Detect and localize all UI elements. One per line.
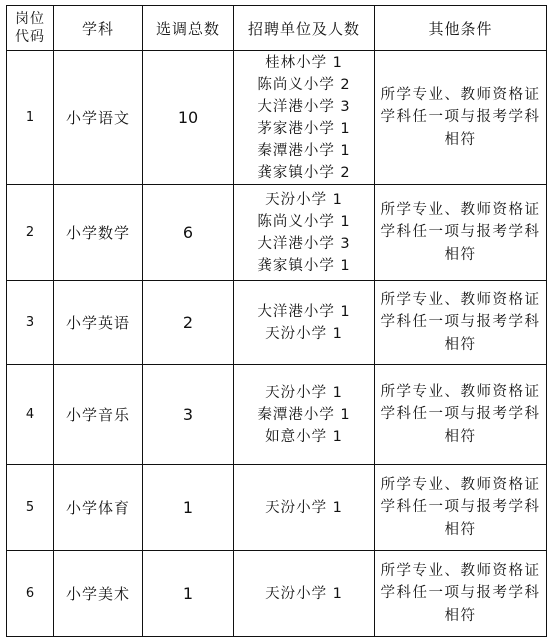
table-row	[7, 551, 547, 637]
unit-entry: 天汾小学 1	[265, 384, 343, 401]
units-cell	[234, 281, 375, 365]
units-cell	[234, 51, 375, 185]
table-row	[7, 185, 547, 281]
unit-entry: 大洋港小学 1	[257, 303, 351, 320]
subject-cell: 小学美术	[54, 551, 143, 637]
unit-entry: 陈尚义小学 1	[257, 213, 351, 230]
unit-entry: 茅家港小学 1	[257, 120, 351, 137]
total-cell: 6	[143, 185, 234, 281]
units-cell	[234, 465, 375, 551]
conditions-cell: 所学专业、教师资格证学科任一项与报考学科相符	[375, 281, 547, 365]
header-post-code-line1: 岗位	[15, 11, 45, 27]
unit-entry: 大洋港小学 3	[257, 98, 351, 115]
header-total: 选调总数	[143, 6, 234, 51]
total-cell: 1	[143, 465, 234, 551]
total-cell: 1	[143, 551, 234, 637]
unit-entry: 天汾小学 1	[265, 585, 343, 602]
table-row	[7, 465, 547, 551]
total-cell: 2	[143, 281, 234, 365]
subject-cell: 小学语文	[54, 51, 143, 185]
table-row	[7, 51, 547, 185]
unit-entry: 桂林小学 1	[265, 54, 343, 71]
header-subject: 学科	[54, 6, 143, 51]
subject-cell: 小学数学	[54, 185, 143, 281]
header-post-code-line2: 代码	[15, 29, 45, 45]
unit-entry: 陈尚义小学 2	[257, 76, 351, 93]
conditions-cell: 所学专业、教师资格证学科任一项与报考学科相符	[375, 551, 547, 637]
conditions-cell: 所学专业、教师资格证学科任一项与报考学科相符	[375, 365, 547, 465]
post-code-cell: 4	[7, 365, 54, 465]
unit-entry: 龚家镇小学 1	[257, 257, 351, 274]
units-cell	[234, 551, 375, 637]
unit-entry: 龚家镇小学 2	[257, 164, 351, 181]
post-code-cell: 1	[7, 51, 54, 185]
subject-cell: 小学体育	[54, 465, 143, 551]
subject-cell: 小学音乐	[54, 365, 143, 465]
header-conditions: 其他条件	[375, 6, 547, 51]
post-code-cell: 3	[7, 281, 54, 365]
table-row	[7, 365, 547, 465]
subject-cell: 小学英语	[54, 281, 143, 365]
header-units: 招聘单位及人数	[234, 6, 375, 51]
unit-entry: 大洋港小学 3	[257, 235, 351, 252]
conditions-cell: 所学专业、教师资格证学科任一项与报考学科相符	[375, 51, 547, 185]
table-header-row	[7, 6, 547, 51]
recruitment-table	[6, 5, 547, 637]
units-cell	[234, 185, 375, 281]
total-cell: 3	[143, 365, 234, 465]
unit-entry: 秦潭港小学 1	[257, 142, 351, 159]
header-post-code	[7, 6, 54, 51]
units-cell	[234, 365, 375, 465]
conditions-cell: 所学专业、教师资格证学科任一项与报考学科相符	[375, 185, 547, 281]
post-code-cell: 2	[7, 185, 54, 281]
unit-entry: 如意小学 1	[265, 428, 343, 445]
table-row	[7, 281, 547, 365]
unit-entry: 天汾小学 1	[265, 191, 343, 208]
post-code-cell: 5	[7, 465, 54, 551]
conditions-cell: 所学专业、教师资格证学科任一项与报考学科相符	[375, 465, 547, 551]
total-cell: 10	[143, 51, 234, 185]
post-code-cell: 6	[7, 551, 54, 637]
unit-entry: 秦潭港小学 1	[257, 406, 351, 423]
unit-entry: 天汾小学 1	[265, 499, 343, 516]
unit-entry: 天汾小学 1	[265, 325, 343, 342]
